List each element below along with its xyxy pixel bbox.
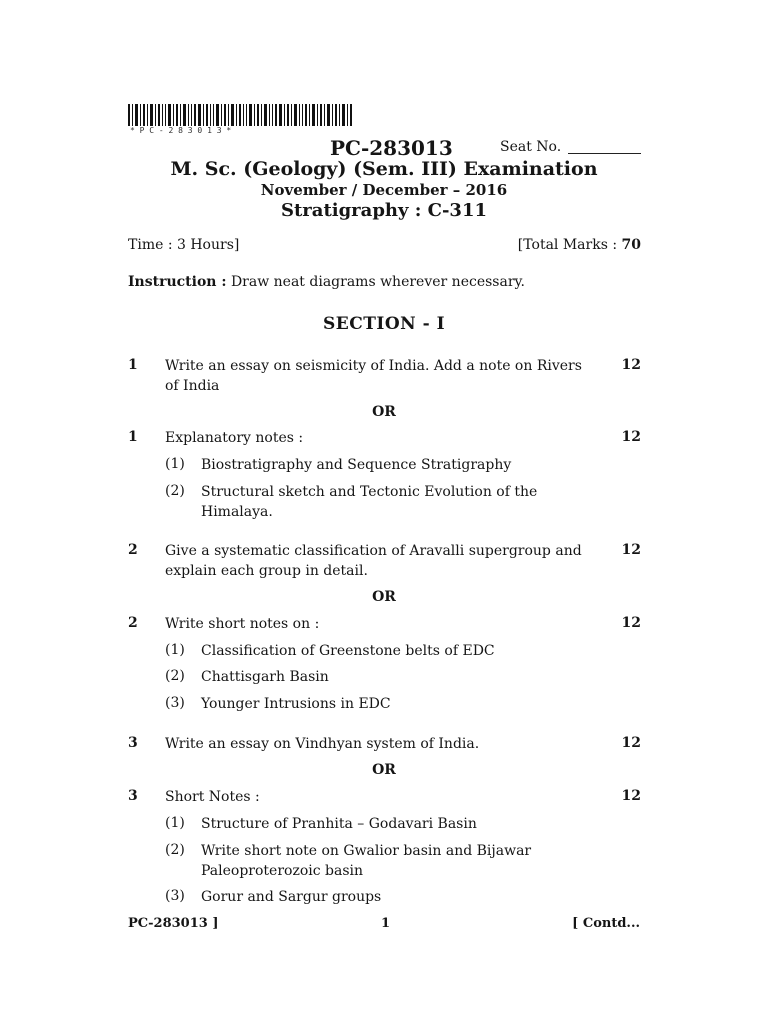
- sub-question-text: Classification of Greenstone belts of EDC: [201, 643, 495, 659]
- question-text: Write an essay on seismicity of India. Add a note on Rivers of India: [165, 358, 582, 394]
- question-marks: 12: [621, 357, 641, 373]
- sub-question-number: (2): [165, 483, 185, 499]
- sub-question-number: (3): [165, 695, 185, 711]
- subject-title: Stratigraphy : C-311: [280, 200, 488, 221]
- question-text: Explanatory notes :: [165, 430, 304, 446]
- sub-question-text: Younger Intrusions in EDC: [201, 696, 391, 712]
- or-separator: OR: [372, 762, 396, 778]
- seat-number-line: [568, 153, 641, 154]
- question-text: Write short notes on :: [165, 616, 320, 632]
- or-separator: OR: [372, 404, 396, 420]
- sub-question-number: (1): [165, 815, 185, 831]
- or-separator: OR: [372, 589, 396, 605]
- question-marks: 12: [621, 542, 641, 558]
- seat-number-label: Seat No.: [500, 139, 562, 155]
- question-number: 3: [128, 735, 138, 751]
- sub-question-number: (3): [165, 888, 185, 904]
- sub-question-number: (1): [165, 456, 185, 472]
- page-number: 1: [381, 916, 391, 931]
- barcode-text: * P C - 2 8 3 0 1 3 *: [130, 126, 232, 135]
- exam-title: M. Sc. (Geology) (Sem. III) Examination: [170, 158, 598, 180]
- footer-paper-code: PC-283013 ]: [128, 916, 219, 931]
- sub-question-text: Chattisgarh Basin: [201, 669, 329, 685]
- barcode: [128, 104, 354, 126]
- question-marks: 12: [621, 429, 641, 445]
- question-number: 3: [128, 788, 138, 804]
- instruction: [128, 274, 525, 290]
- sub-question-number: (1): [165, 642, 185, 658]
- sub-question-text: Gorur and Sargur groups: [201, 889, 382, 905]
- sub-question-text: Biostratigraphy and Sequence Stratigraphy: [201, 457, 512, 473]
- question-marks: 12: [621, 735, 641, 751]
- question-number: 2: [128, 542, 138, 558]
- section-title: SECTION - I: [322, 314, 446, 334]
- sub-question-text: Write short note on Gwalior basin and Bijawar Paleoproterozoic basin: [201, 843, 532, 879]
- sub-question-text: Structural sketch and Tectonic Evolution of the Himalaya.: [201, 484, 538, 520]
- instruction-label: Instruction :: [128, 274, 227, 290]
- sub-question-number: (2): [165, 842, 185, 858]
- sub-question-text: Structure of Pranhita – Godavari Basin: [201, 816, 477, 832]
- question-text: Give a systematic classification of Aravalli supergroup and explain each group in detail.: [165, 543, 582, 579]
- continued-label: [ Contd...: [572, 916, 640, 931]
- total-marks-label: [Total Marks :: [517, 237, 618, 253]
- question-number: 2: [128, 615, 138, 631]
- question-number: 1: [128, 429, 138, 445]
- question-marks: 12: [621, 788, 641, 804]
- question-text: Write an essay on Vindhyan system of India.: [165, 736, 480, 752]
- time-duration: Time : 3 Hours]: [128, 237, 240, 253]
- paper-code: PC-283013: [330, 136, 453, 160]
- exam-session: November / December – 2016: [260, 181, 508, 199]
- question-marks: 12: [621, 615, 641, 631]
- total-marks-value: 70: [621, 237, 641, 253]
- total-marks: [518, 237, 641, 253]
- instruction-text: Draw neat diagrams wherever necessary.: [230, 274, 526, 290]
- sub-question-number: (2): [165, 668, 185, 684]
- question-text: Short Notes :: [165, 789, 260, 805]
- question-number: 1: [128, 357, 138, 373]
